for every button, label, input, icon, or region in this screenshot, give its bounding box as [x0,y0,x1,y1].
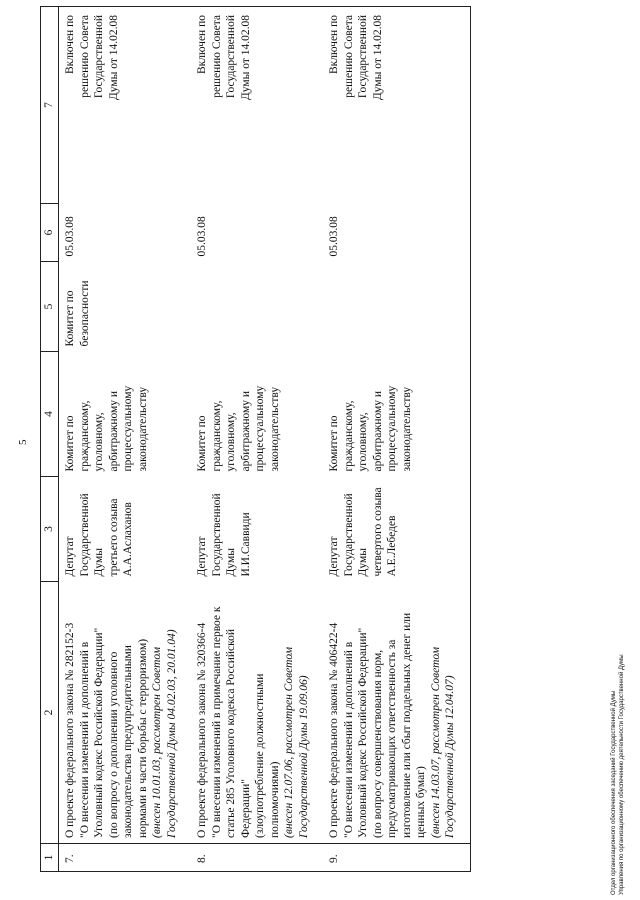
author-line: А.А.Аслаханов [122,502,134,577]
committee-line: Комитет по [328,415,340,472]
bill-description [191,582,323,844]
committee-line: законодательству [136,386,149,472]
author-line: четвертого созыва [371,487,384,577]
responsible-committee [323,352,470,477]
consideration-date: 05.03.08 [323,204,470,262]
header-cell-1: 1 [41,844,59,872]
bill-history-line: Государственной Думы 19.09.06) [297,675,310,838]
footer-line-2: Управления по организационному обеспечению деятельности Государственной Думы [619,654,625,895]
decision-line: Включен по [196,15,208,74]
committee-line: арбитражному и [371,390,384,472]
header-cell-2: 2 [41,582,59,844]
committee-line: гражданскому, [342,400,355,472]
author-line: Думы [357,548,369,577]
bill-title-line: изготовление или сбыт поддельных денег или [400,612,413,838]
decision-line: Включен по [64,15,76,74]
bills-table [40,6,471,872]
committee [63,357,150,472]
coexec [63,267,92,347]
bill-title-line: Уголовный кодекс Российской Федерации" [357,627,369,838]
responsible-committee [191,352,323,477]
author-line: Депутат [196,536,208,577]
bill-title-line: полномочиями) [268,761,281,838]
co-executor-committee [59,262,192,352]
bill-title-line: О проекте федерального закона № 320366-4 [196,622,208,838]
consideration-date: 05.03.08 [196,216,208,257]
author-line: Государственной [210,493,223,577]
bill-title-line: "О внесении изменений и дополнений в [342,641,355,838]
bill-history [150,587,179,839]
author-line: Государственной [78,493,91,577]
row-number: 7. [59,844,192,872]
footer [610,475,626,895]
decision-line: решению Совета [78,15,91,98]
committee-line: законодательству [400,386,413,472]
decision [63,15,121,199]
decision-line: Думы от 14.02.08 [107,15,120,101]
decision-line: Государственной [225,15,237,99]
page-number: 5 [17,439,29,445]
author-line: Депутат [64,536,76,577]
bill-title-line: законодательства предупредительными [122,645,134,838]
bill-title-line: О проекте федерального закона № 282152-3 [64,622,76,838]
committee [327,357,414,472]
committee-line: арбитражному и [107,390,120,472]
row-number: 8. [191,844,323,872]
author-line: Думы [93,548,105,577]
decision-line: Думы от 14.02.08 [239,15,252,101]
committee-line: уголовному, [93,412,105,472]
committee-line: уголовному, [225,412,237,472]
bill-history [282,587,311,839]
header-row [41,7,59,872]
bill-history-line: (внесен 14.03.07, рассмотрен Советом [429,646,442,838]
author-line: И.И.Саввиди [239,512,252,577]
header-cell-6: 6 [41,204,59,262]
coexec-line: безопасности [78,280,91,347]
decision [195,15,253,199]
committee-line: уголовному, [357,412,369,472]
bill-description [323,582,470,844]
bill-history [429,587,458,839]
footer-line-1: Отдел организационного обеспечения заседаний Государственной Думы [611,690,617,895]
header-cell-5: 5 [41,262,59,352]
header-cell-3: 3 [41,477,59,582]
bill-title [195,587,282,839]
author-line: Депутат [328,536,340,577]
author [327,482,400,577]
table-row [323,7,470,872]
bill-title-line: нормами в части борьбы с терроризмом) [136,638,149,838]
bill-description [59,582,192,844]
responsible-committee [59,352,192,477]
decision-line: Государственной [93,15,105,99]
bill-title-line: предусматривающих ответственность за [386,639,398,838]
bill-history-line: (внесен 10.01.03, рассмотрен Советом [151,646,163,838]
table-row [191,7,323,872]
decision-line: Государственной [357,15,369,99]
bill-author [323,477,470,582]
decision-line: решению Совета [210,15,223,98]
decision-line: Думы от 14.02.08 [371,15,384,101]
bill-title-line: (по вопросу совершенствования норм, [371,649,384,838]
inclusion-note [323,7,470,204]
committee-line: процессуальному [386,385,398,472]
bill-history-line: (внесен 12.07.06, рассмотрен Советом [283,646,295,838]
bill-title-line: "О внесении изменений в примечание первое к [210,606,223,838]
decision [327,15,385,199]
committee-line: процессуальному [122,385,134,472]
bill-title-line: Федерации" [239,778,252,838]
committee [195,357,282,472]
bill-author [191,477,323,582]
bill-history-line: Государственной Думы 12.04.07) [444,675,456,838]
bill-title-line: (злоупотребление должностными [254,673,266,838]
inclusion-note [191,7,323,204]
bill-title [63,587,150,839]
committee-line: гражданскому, [78,400,91,472]
author-line: А.Е.Лебедев [386,515,398,577]
header-cell-4: 4 [41,352,59,477]
bill-title-line: "О внесении изменений и дополнений в [78,641,91,838]
decision-line: решению Совета [342,15,355,98]
bill-title-line: (по вопросу о дополнении уголовного [107,651,120,838]
author-line: Думы [225,548,237,577]
committee-line: гражданскому, [210,400,223,472]
inclusion-note [59,7,192,204]
row-number: 9. [323,844,470,872]
bill-author [59,477,192,582]
author-line: Государственной [342,493,355,577]
author [63,482,136,577]
bill-title [327,587,429,839]
bill-title-line: статье 285 Уголовного кодекса Российской [225,628,237,838]
bill-title-line: ценных бумаг) [415,766,427,838]
co-executor-committee [323,262,470,352]
header-cell-7: 7 [41,7,59,204]
author-line: третьего созыва [107,498,120,577]
rotated-page-content [40,7,630,872]
committee-line: Комитет по [196,415,208,472]
committee-line: арбитражному и [239,390,252,472]
committee-line: законодательству [268,386,281,472]
bill-title-line: О проекте федерального закона № 406422-4 [328,622,340,838]
bill-history-line: Государственной Думы 04.02.03, 20.01.04) [165,629,178,838]
committee-line: Комитет по [64,415,76,472]
consideration-date: 05.03.08 [64,216,76,257]
author [195,482,253,577]
bill-title-line: Уголовный кодекс Российской Федерации" [93,627,105,838]
co-executor-committee [191,262,323,352]
committee-line: процессуальному [254,385,266,472]
decision-line: Включен по [328,15,340,74]
table-row [59,7,192,872]
coexec-line: Комитет по [64,290,76,347]
